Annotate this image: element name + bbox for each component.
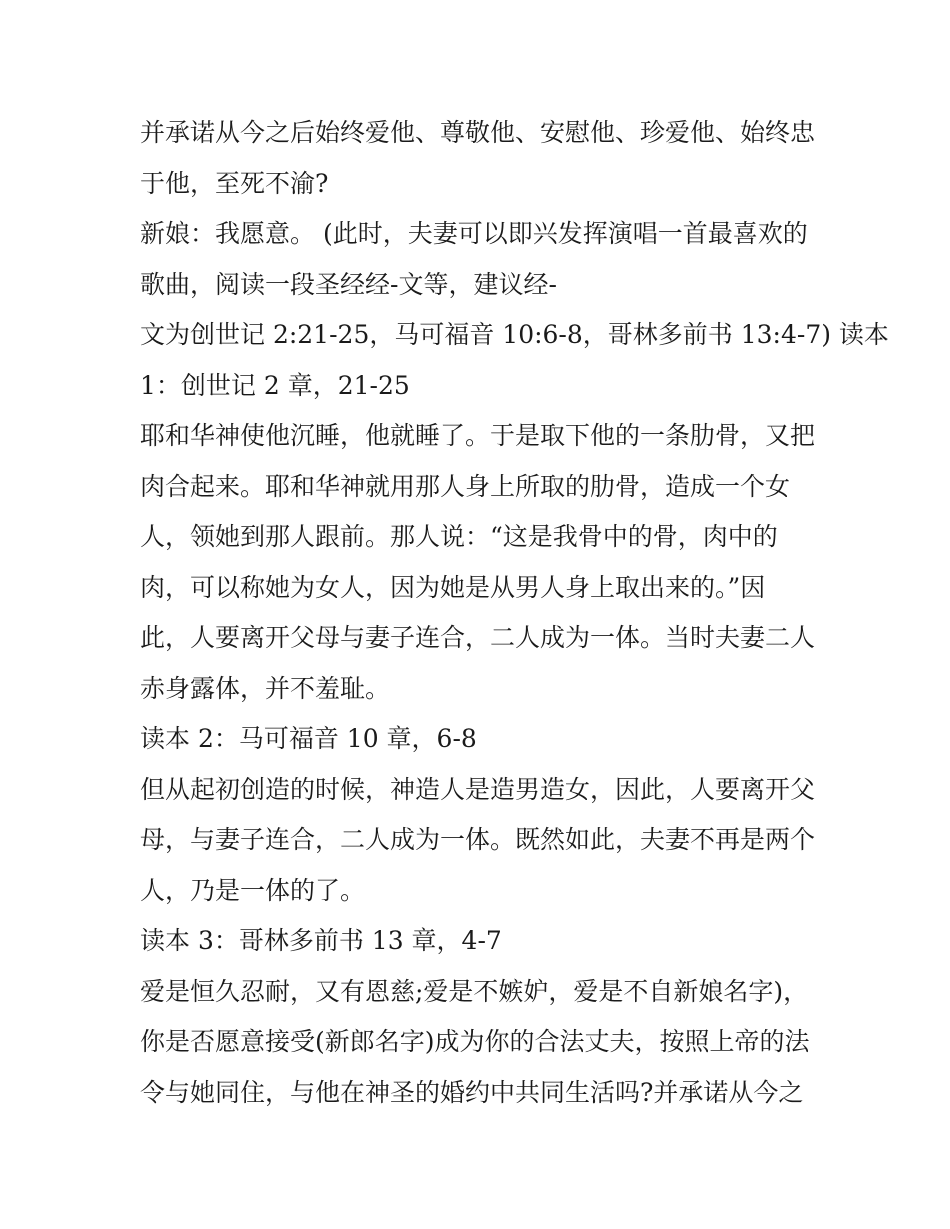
text-line: 人，领她到那人跟前。那人说：“这是我骨中的骨，肉中的 — [140, 522, 778, 551]
text-line: 你是否愿意接受(新郎名字)成为你的合法丈夫，按照上帝的法 — [140, 1027, 810, 1056]
text-line: 肉合起来。耶和华神就用那人身上所取的肋骨，造成一个女 — [140, 471, 791, 501]
text-line: 爱是恒久忍耐，又有恩慈;爱是不嫉妒，爱是不自新娘名字)， — [140, 976, 809, 1006]
text-line: 肉，可以称她为女人，因为她是从男人身上取出来的。”因 — [140, 572, 766, 602]
text-line: 并承诺从今之后始终爱他、尊敬他、安慰他、珍爱他、始终忠 — [140, 118, 816, 147]
text-line: 此，人要离开父母与妻子连合，二人成为一体。当时夫妻二人 — [140, 623, 816, 652]
text-line: 文为创世记 2:21-25，马可福音 10:6-8，哥林多前书 13:4-7) 读本 — [140, 320, 889, 349]
text-line: 1：创世记 2 章，21-25 — [140, 370, 410, 400]
text-line: 新娘：我愿意。 (此时，夫妻可以即兴发挥演唱一首最喜欢的 — [140, 219, 808, 248]
text-line: 于他，至死不渝? — [140, 168, 329, 198]
text-line: 母，与妻子连合，二人成为一体。既然如此，夫妻不再是两个 — [140, 825, 816, 854]
text-line: 但从起初创造的时候，神造人是造男造女，因此，人要离开父 — [140, 774, 816, 804]
text-line: 读本 3：哥林多前书 13 章，4-7 — [140, 926, 502, 955]
text-line: 人，乃是一体的了。 — [140, 875, 366, 905]
text-line: 歌曲，阅读一段圣经经-文等，建议经- — [140, 269, 557, 299]
text-line: 赤身露体，并不羞耻。 — [140, 673, 391, 703]
text-line: 读本 2：马可福音 10 章，6-8 — [140, 724, 477, 753]
text-line: 耶和华神使他沉睡，他就睡了。于是取下他的一条肋骨，又把 — [140, 421, 816, 450]
document-body — [140, 108, 889, 1118]
text-line: 令与她同住，与他在神圣的婚约中共同生活吗?并承诺从今之 — [140, 1077, 804, 1107]
